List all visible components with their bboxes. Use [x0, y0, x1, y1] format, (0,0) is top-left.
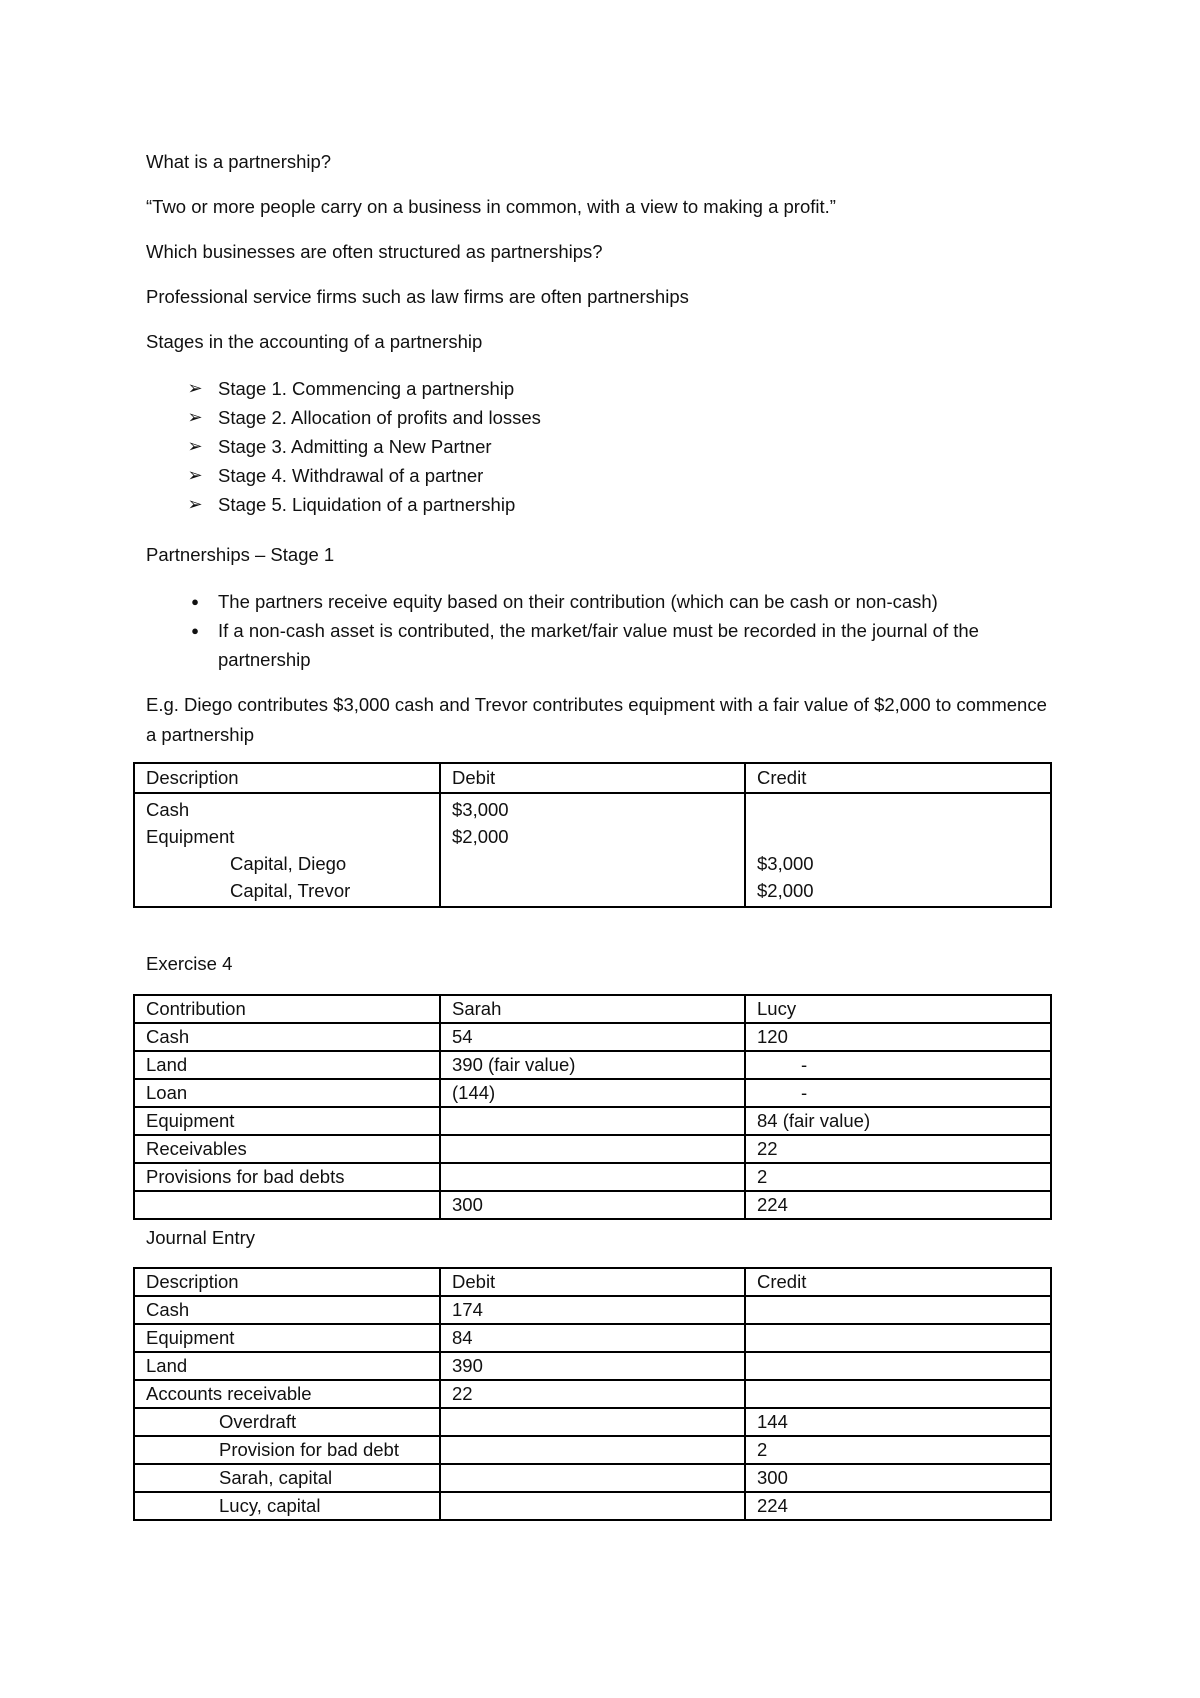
stage1-heading: Partnerships – Stage 1 [146, 544, 335, 565]
stage-item-text: Stage 4. Withdrawal of a partner [218, 465, 484, 486]
debit-value [440, 1408, 745, 1436]
stage-item [146, 490, 541, 519]
stages-list [146, 374, 541, 519]
question-what-is-partnership: What is a partnership? [146, 151, 332, 172]
account-label: Land [134, 1352, 440, 1380]
sarah-value: 54 [440, 1023, 745, 1051]
example-journal-table [133, 762, 1052, 908]
sarah-value: 390 (fair value) [440, 1051, 745, 1079]
sarah-value: (144) [440, 1079, 745, 1107]
description-capital-trevor: Capital, Trevor [230, 880, 351, 901]
debit-value [440, 1492, 745, 1520]
contribution-label: Loan [134, 1079, 440, 1107]
stage-item-text: Stage 5. Liquidation of a partnership [218, 494, 516, 515]
stage1-point [146, 616, 1053, 674]
debit-value [440, 1436, 745, 1464]
credit-value [745, 1296, 1051, 1324]
arrow-bullet-icon: ➢ [187, 378, 203, 398]
table-header-row [134, 1268, 1051, 1296]
contribution-label: Receivables [134, 1135, 440, 1163]
table-row [134, 1324, 1051, 1352]
table-header-row [134, 995, 1051, 1023]
debit-cash: $3,000 [452, 799, 509, 820]
debit-value: 390 [440, 1352, 745, 1380]
answer-professional-firms: Professional service firms such as law firms are often partnerships [146, 286, 689, 307]
sarah-total: 300 [440, 1191, 745, 1219]
sarah-value [440, 1107, 745, 1135]
account-label: Provision for bad debt [134, 1436, 440, 1464]
contribution-label: Land [134, 1051, 440, 1079]
partnership-definition-quote: “Two or more people carry on a business in common, with a view to making a profit.” [146, 196, 836, 217]
header-contribution: Contribution [134, 995, 440, 1023]
description-cash: Cash [146, 799, 190, 820]
table-row [134, 1079, 1051, 1107]
account-label: Overdraft [134, 1408, 440, 1436]
table-header-row [134, 763, 1051, 793]
credit-value [745, 1352, 1051, 1380]
table-row [134, 1107, 1051, 1135]
dot-bullet-icon: ● [191, 594, 199, 609]
credit-value [745, 1324, 1051, 1352]
contribution-label: Equipment [134, 1107, 440, 1135]
lucy-value: - [745, 1079, 1051, 1107]
credit-capital-trevor: $2,000 [757, 880, 814, 901]
contribution-label [134, 1191, 440, 1219]
debit-equipment: $2,000 [452, 826, 509, 847]
stages-heading: Stages in the accounting of a partnership [146, 331, 483, 352]
totals-row [134, 1191, 1051, 1219]
header-sarah: Sarah [440, 995, 745, 1023]
table-row [134, 1023, 1051, 1051]
journal-entry-heading: Journal Entry [146, 1227, 255, 1248]
question-which-businesses: Which businesses are often structured as partnerships? [146, 241, 603, 262]
table-row [134, 1163, 1051, 1191]
contribution-table [133, 994, 1052, 1220]
table-row [134, 1352, 1051, 1380]
example-paragraph: E.g. Diego contributes $3,000 cash and Trevor contributes equipment with a fair value of $2,000 to commence a partnership [146, 694, 1047, 745]
lucy-value: - [745, 1051, 1051, 1079]
stage1-point-text: The partners receive equity based on their contribution (which can be cash or non-cash) [218, 591, 938, 612]
account-label: Equipment [134, 1324, 440, 1352]
table-row [134, 1408, 1051, 1436]
dot-bullet-icon: ● [191, 623, 199, 638]
debit-value: 84 [440, 1324, 745, 1352]
account-label: Accounts receivable [134, 1380, 440, 1408]
contribution-label: Provisions for bad debts [134, 1163, 440, 1191]
contribution-label: Cash [134, 1023, 440, 1051]
arrow-bullet-icon: ➢ [187, 436, 203, 456]
journal-entry-table [133, 1267, 1052, 1521]
debit-cell [440, 793, 745, 907]
table-row [134, 1380, 1051, 1408]
debit-value: 174 [440, 1296, 745, 1324]
account-label: Cash [134, 1296, 440, 1324]
lucy-value: 22 [745, 1135, 1051, 1163]
table-row [134, 793, 1051, 907]
credit-value [745, 1380, 1051, 1408]
header-lucy: Lucy [745, 995, 1051, 1023]
debit-value [440, 1464, 745, 1492]
table-row [134, 1296, 1051, 1324]
stage1-point [146, 587, 1053, 616]
stage-item-text: Stage 1. Commencing a partnership [218, 378, 515, 399]
table-row [134, 1492, 1051, 1520]
sarah-value [440, 1163, 745, 1191]
debit-value: 22 [440, 1380, 745, 1408]
header-description: Description [134, 1268, 440, 1296]
lucy-value: 84 (fair value) [745, 1107, 1051, 1135]
header-credit: Credit [745, 763, 1051, 793]
stage1-points-list [146, 587, 1053, 674]
stage1-point-text: If a non-cash asset is contributed, the market/fair value must be recorded in the journal of the partnership [218, 620, 979, 670]
stage-item [146, 374, 541, 403]
credit-value: 300 [745, 1464, 1051, 1492]
credit-value: 2 [745, 1436, 1051, 1464]
lucy-total: 224 [745, 1191, 1051, 1219]
table-row [134, 1436, 1051, 1464]
description-capital-diego: Capital, Diego [230, 853, 347, 874]
stage-item [146, 403, 541, 432]
lucy-value: 120 [745, 1023, 1051, 1051]
credit-value: 224 [745, 1492, 1051, 1520]
stage-item-text: Stage 2. Allocation of profits and losses [218, 407, 541, 428]
header-description: Description [134, 763, 440, 793]
description-cell [134, 793, 440, 907]
header-debit: Debit [440, 763, 745, 793]
credit-cell [745, 793, 1051, 907]
sarah-value [440, 1135, 745, 1163]
account-label: Lucy, capital [134, 1492, 440, 1520]
table-row [134, 1464, 1051, 1492]
arrow-bullet-icon: ➢ [187, 494, 203, 514]
credit-value: 144 [745, 1408, 1051, 1436]
stage-item [146, 461, 541, 490]
stage-item-text: Stage 3. Admitting a New Partner [218, 436, 492, 457]
arrow-bullet-icon: ➢ [187, 465, 203, 485]
table-row [134, 1051, 1051, 1079]
account-label: Sarah, capital [134, 1464, 440, 1492]
arrow-bullet-icon: ➢ [187, 407, 203, 427]
header-credit: Credit [745, 1268, 1051, 1296]
header-debit: Debit [440, 1268, 745, 1296]
table-row [134, 1135, 1051, 1163]
description-equipment: Equipment [146, 826, 235, 847]
stage-item [146, 432, 541, 461]
credit-capital-diego: $3,000 [757, 853, 814, 874]
lucy-value: 2 [745, 1163, 1051, 1191]
exercise-heading: Exercise 4 [146, 953, 233, 974]
